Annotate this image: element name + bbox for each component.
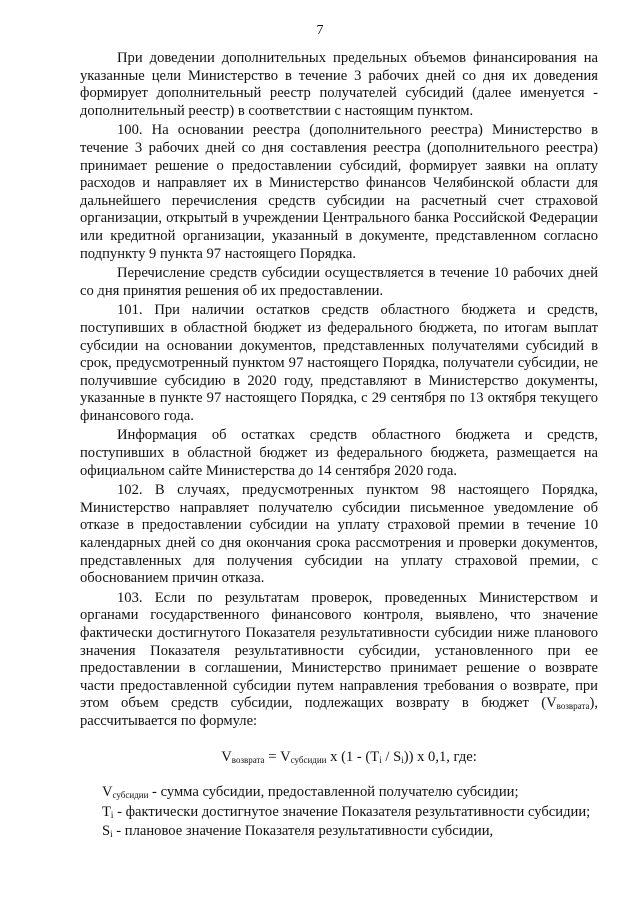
paragraph-103: 103. Если по результатам проверок, проведенных Министерством и органами государственного финансового контроля, выявлено, что значение фактически достигнутого Показателя результативности субсидии ниже планового значения Показателя результативности субсидии, установленного при ее предоставлении в соглашении, Министерство принимает решение о возврате части предоставленной субсидии путем направления требования о возврате, при этом объем средств субсидии, подлежащих возврату в бюджет $(V_{возврата})$, рассчитывается по формуле: — [80, 589, 598, 729]
subscript: субсидии — [290, 754, 327, 765]
symbol-v: V — [102, 784, 113, 801]
page-number: 7 — [316, 23, 324, 38]
subscript: i — [401, 754, 404, 765]
paragraph-100: 100. На основании реестра (дополнительного реестра) Министерство в течение 3 рабочих дней со дня составления реестра (дополнительного реестра) принимает решение о предоставлении субсидий, формирует заявки на оплату расходов и направляет их в Министерство финансов Челябинской области для дальнейшего перечисления средств субсидии на расчетный счет страховой организации, открытый в учреждении Центрального банка Российской Федерации или кредитной организации, указанный в документе, представленном согласно подпункту 9 пункта 97 настоящего Порядка. — [80, 122, 598, 262]
paragraph-102: 102. В случаях, предусмотренных пунктом 98 настоящего Порядка, Министерство направляет получателю субсидии письменное уведомление об отказе в предоставлении субсидии на уплату страховой премии в течение 10 календарных дней со дня окончания срока рассмотрения и проверки документов, представленных для получения субсидии на уплату страховой премии, с обоснованием причин отказа. — [80, 482, 598, 587]
paragraph-text: 103. Если по результатам проверок, проведенных Министерством и органами государственного финансового контроля, выявлено, что значение фактически достигнутого Показателя результативности субсидии ниже планового значения Показателя результативности субсидии, установленного при ее предоставлении в соглашении, Министерство принимает решение о возврате части предоставленной субсидии путем направления требования о возврате, при этом объем средств субсидии, подлежащих возврату в бюджет — [80, 589, 598, 712]
paragraph: Перечисление средств субсидии осуществляется в течение 10 рабочих дней со дня принятия решения об их предоставлении. — [80, 265, 598, 299]
symbol-v: V — [546, 695, 557, 712]
definition-s: $S_i$ - плановое значение Показателя результативности субсидии, — [102, 823, 494, 840]
subscript: возврата — [231, 754, 265, 765]
subscript: i — [110, 809, 114, 820]
symbol-v: V — [221, 748, 232, 765]
symbol-t: T — [102, 803, 111, 820]
subscript: субсидии — [112, 790, 149, 801]
document-body — [80, 50, 598, 843]
symbol-s: S — [393, 748, 402, 765]
subscript: возврата — [556, 701, 590, 712]
symbol-v: V — [280, 748, 291, 765]
formula: $V_{возврата} = V_{субсидии}$ x $(1 - (T_i / S_i))$ x 0,1, где: — [221, 748, 477, 765]
paragraph-101: 101. При наличии остатков средств областного бюджета и средств, поступивших в областной бюджет из федерального бюджета, по итогам выплат субсидии на основании документов, представленных получателями субсидий в срок, предусмотренный пунктом 97 настоящего Порядка, получатели субсидии, не получившие субсидию в 2020 году, представляют в Министерство документы, указанные в пункте 97 настоящего Порядка, с 29 сентября по 13 октября текущего финансового года. — [80, 302, 598, 424]
definition-t: $T_i$ - фактически достигнутое значение Показателя результативности субсидии; — [102, 803, 591, 820]
symbol-t: T — [370, 748, 380, 765]
symbol-s: S — [102, 823, 111, 840]
paragraph: Информация об остатках средств областного бюджета и средств, поступивших в областной бюджет из федерального бюджета, размещается на официальном сайте Министерства до 14 сентября 2020 года. — [80, 427, 598, 479]
subscript: i — [110, 829, 113, 840]
definition-v: $V_{субсидии}$ - сумма субсидии, предоставленной получателю субсидии; — [102, 784, 519, 801]
paragraph: При доведении дополнительных предельных объемов финансирования на указанные цели Министерство в течение 3 рабочих дней со дня их доведения формирует дополнительный реестр получателей субсидий (далее именуется - дополнительный реестр) в соответствии с настоящим пунктом. — [80, 50, 598, 119]
paragraph-text: , рассчитывается по формуле: — [80, 695, 598, 729]
subscript: i — [379, 754, 382, 765]
